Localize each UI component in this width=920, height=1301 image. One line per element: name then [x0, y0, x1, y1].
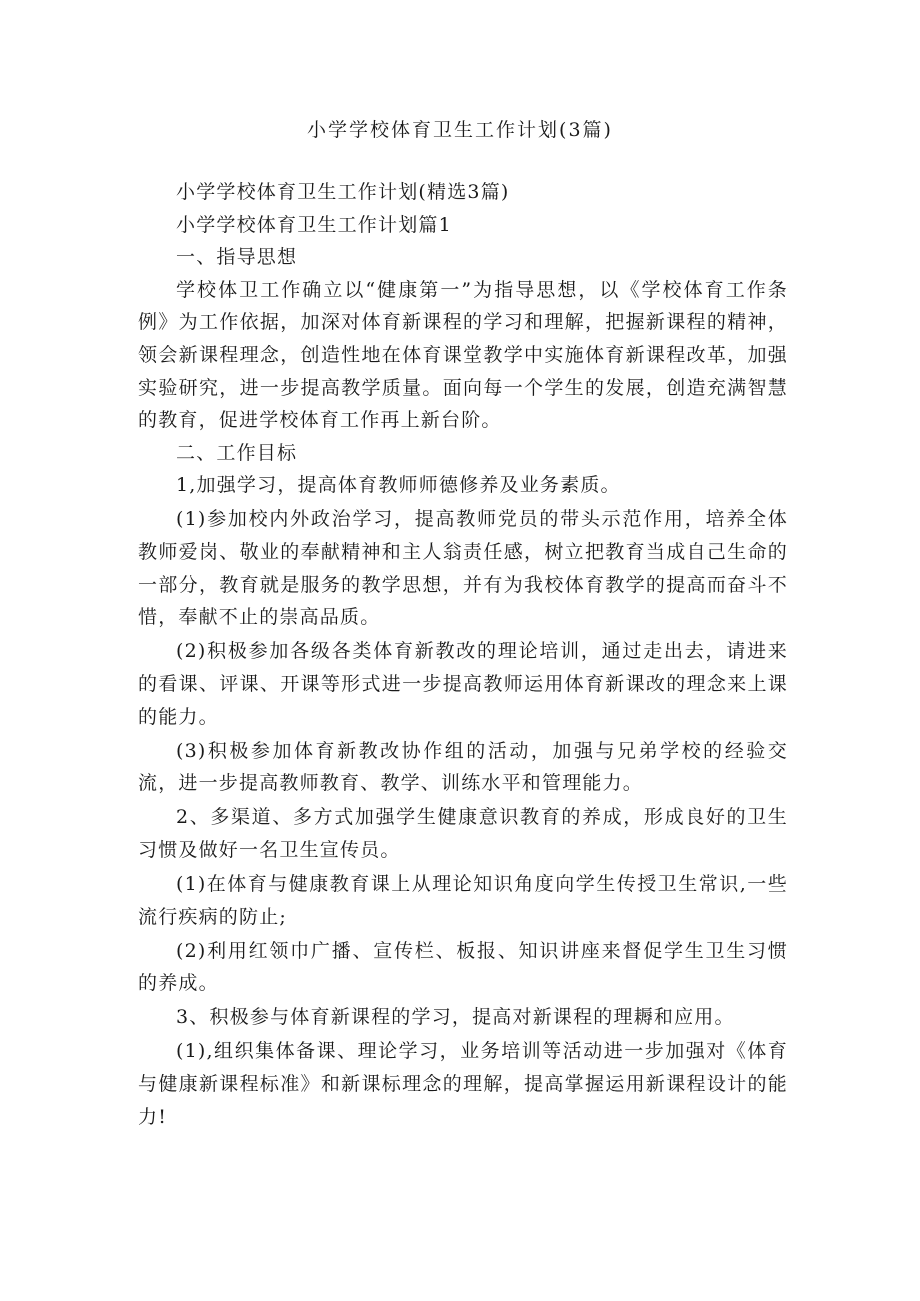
- document-body: [138, 176, 788, 1133]
- paragraph-goal-1-item-3: (3)积极参加体育新教改协作组的活动，加强与兄弟学校的经验交流，进一步提高教师教育、教学、训练水平和管理能力。: [138, 739, 788, 795]
- paragraph-subtitle: 小学学校体育卫生工作计划(精选3篇): [176, 181, 510, 203]
- paragraph-goal-2-item-1: (1)在体育与健康教育课上从理论知识角度向学生传授卫生常识,一些流行疾病的防止;: [138, 872, 788, 928]
- paragraph-heading-guiding-ideology: 一、指导思想: [176, 246, 298, 269]
- paragraph-goal-1: 1,加强学习，提高体育教师师德修养及业务素质。: [176, 474, 621, 497]
- paragraph-goal-3: 3、积极参与体育新课程的学习，提高对新课程的理耨和应用。: [176, 1006, 735, 1029]
- paragraph-goal-2: 2、多渠道、多方式加强学生健康意识教育的养成，形成良好的卫生习惯及做好一名卫生宣传员。: [138, 806, 788, 861]
- paragraph-section-heading: 小学学校体育卫生工作计划篇1: [176, 213, 452, 236]
- paragraph-goal-3-item-1: (1),组织集体备课、理论学习，业务培训等活动进一步加强对《体育与健康新课程标准》和新课标理念的理解，提高掌握运用新课程设计的能力!: [138, 1040, 788, 1128]
- paragraph-heading-work-goals: 二、工作目标: [176, 441, 298, 464]
- paragraph-goal-1-item-2: (2)积极参加各级各类体育新教改的理论培训，通过走出去，请进来的看课、评课、开课等形式进一步提高教师运用体育新课改的理念来上课的能力。: [138, 640, 788, 728]
- paragraph-goal-2-item-2: (2)利用红领巾广播、宣传栏、板报、知识讲座来督促学生卫生习惯的养成。: [138, 939, 788, 995]
- document-title: 小学学校体育卫生工作计划(3篇): [307, 119, 613, 141]
- paragraph-guiding-ideology: 学校体卫工作确立以“健康第一”为指导思想，以《学校体育工作条例》为工作依据，加深对体育新课程的学习和理解，把握新课程的精神，领会新课程理念，创造性地在体育课堂教学中实施体育新课程改革，加强实验研究，进一步提高教学质量。面向每一个学生的发展，创造充满智慧的教育，促进学校体育工作再上新台阶。: [138, 278, 788, 432]
- paragraph-goal-1-item-1: (1)参加校内外政治学习，提高教师党员的带头示范作用，培养全体教师爱岗、敬业的奉献精神和主人翁责任感，树立把教育当成自己生命的一部分，教育就是服务的教学思想，并有为我校体育教学的提高而奋斗不惜，奉献不止的崇高品质。: [138, 508, 788, 629]
